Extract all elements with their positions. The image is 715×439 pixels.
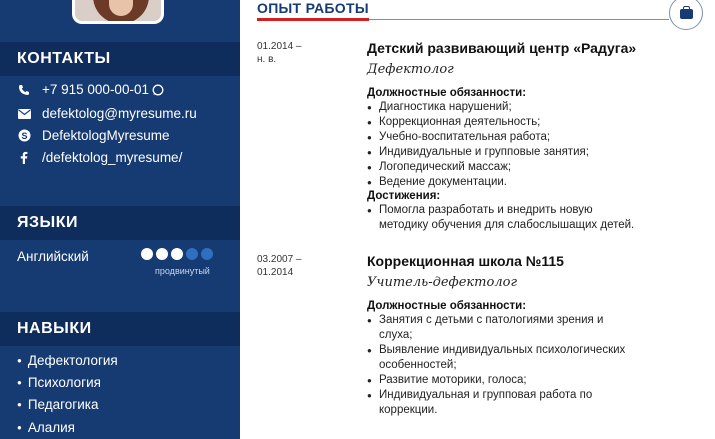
language-level-dots xyxy=(141,248,213,260)
level-dot xyxy=(186,248,198,260)
list-item: ● Диагностика нарушений; xyxy=(367,100,702,115)
contact-email-text: defektolog@myresume.ru xyxy=(42,106,197,121)
list-item: ● Помогла разработать и внедрить новую xyxy=(367,203,702,218)
job-date-end: н. в. xyxy=(257,54,277,65)
title-divider xyxy=(369,19,669,20)
svg-text:S: S xyxy=(20,131,28,141)
duties-list xyxy=(367,100,702,190)
list-item: ● Выявление индивидуальных психологических xyxy=(367,343,702,358)
job-date-start: 03.2007 – xyxy=(257,254,302,265)
contact-skype[interactable] xyxy=(17,128,170,143)
job-dates xyxy=(257,253,302,279)
section-title: ОПЫТ РАБОТЫ xyxy=(257,0,369,16)
contacts-heading xyxy=(0,42,240,76)
list-item: ● Логопедический массаж; xyxy=(367,160,702,175)
duties-label: Должностные обязанности: xyxy=(367,87,527,99)
job-company: Детский развивающий центр «Радуга» xyxy=(367,40,637,56)
contact-facebook[interactable] xyxy=(17,150,182,165)
list-item: ● Занятия с детьми с патологиями зрения и xyxy=(367,313,702,328)
title-underline xyxy=(257,18,369,21)
contact-skype-text: DefektologMyresume xyxy=(42,128,170,143)
list-item-continuation: особенностей; xyxy=(379,359,457,371)
duties-list xyxy=(367,313,702,418)
skills-heading xyxy=(0,312,240,346)
contact-phone[interactable] xyxy=(17,82,164,97)
whatsapp-icon xyxy=(152,84,164,96)
job-company: Коррекционная школа №115 xyxy=(367,253,564,269)
sidebar xyxy=(0,0,240,439)
job-date-start: 01.2014 – xyxy=(257,41,302,52)
list-item: ● Коррекционная деятельность; xyxy=(367,115,702,130)
email-icon xyxy=(17,107,31,121)
facebook-icon xyxy=(17,151,31,165)
skills-title: НАВЫКИ xyxy=(17,320,92,337)
contact-email[interactable] xyxy=(17,106,197,121)
job-entry xyxy=(367,253,702,418)
achievements-list xyxy=(367,203,702,233)
contact-facebook-text: /defektolog_myresume/ xyxy=(42,150,183,165)
job-entry xyxy=(367,40,702,233)
list-item-continuation: коррекции. xyxy=(379,404,438,416)
list-item: ● Развитие моторики, голоса; xyxy=(367,373,702,388)
list-item-continuation: слуха; xyxy=(379,329,413,341)
level-dot xyxy=(201,248,213,260)
job-position: Учитель-дефектолог xyxy=(367,275,518,290)
skill-item: ● Педагогика xyxy=(17,397,98,412)
duties-label: Должностные обязанности: xyxy=(367,300,527,312)
achievements-label: Достижения: xyxy=(367,190,441,202)
languages-title: ЯЗЫКИ xyxy=(17,214,78,231)
job-dates xyxy=(257,40,302,66)
level-dot xyxy=(171,248,183,260)
level-dot xyxy=(156,248,168,260)
profile-photo xyxy=(72,0,164,24)
level-dot xyxy=(141,248,153,260)
contact-phone-text: +7 915 000-00-01 xyxy=(42,82,149,97)
job-date-end: 01.2014 xyxy=(257,267,294,278)
skill-item: ● Дефектология xyxy=(17,353,118,368)
languages-heading xyxy=(0,206,240,240)
language-level-text: продвинутый xyxy=(155,266,210,276)
briefcase-icon xyxy=(669,0,703,30)
list-item: ● Индивидуальные и групповые занятия; xyxy=(367,145,702,160)
job-position: Дефектолог xyxy=(367,62,454,77)
list-item: ● Индивидуальная и групповая работа по xyxy=(367,388,702,403)
skype-icon xyxy=(17,129,31,143)
list-item: ● Учебно-воспитательная работа; xyxy=(367,130,702,145)
skill-item: ● Алалия xyxy=(17,420,75,435)
phone-icon xyxy=(17,83,31,97)
skill-item: ● Психология xyxy=(17,375,101,390)
language-name: Английский xyxy=(17,249,89,264)
contacts-title: КОНТАКТЫ xyxy=(17,50,111,67)
list-item: ● Ведение документации. xyxy=(367,175,702,190)
list-item-continuation: методику обучения для слабослышащих детей. xyxy=(379,219,635,231)
